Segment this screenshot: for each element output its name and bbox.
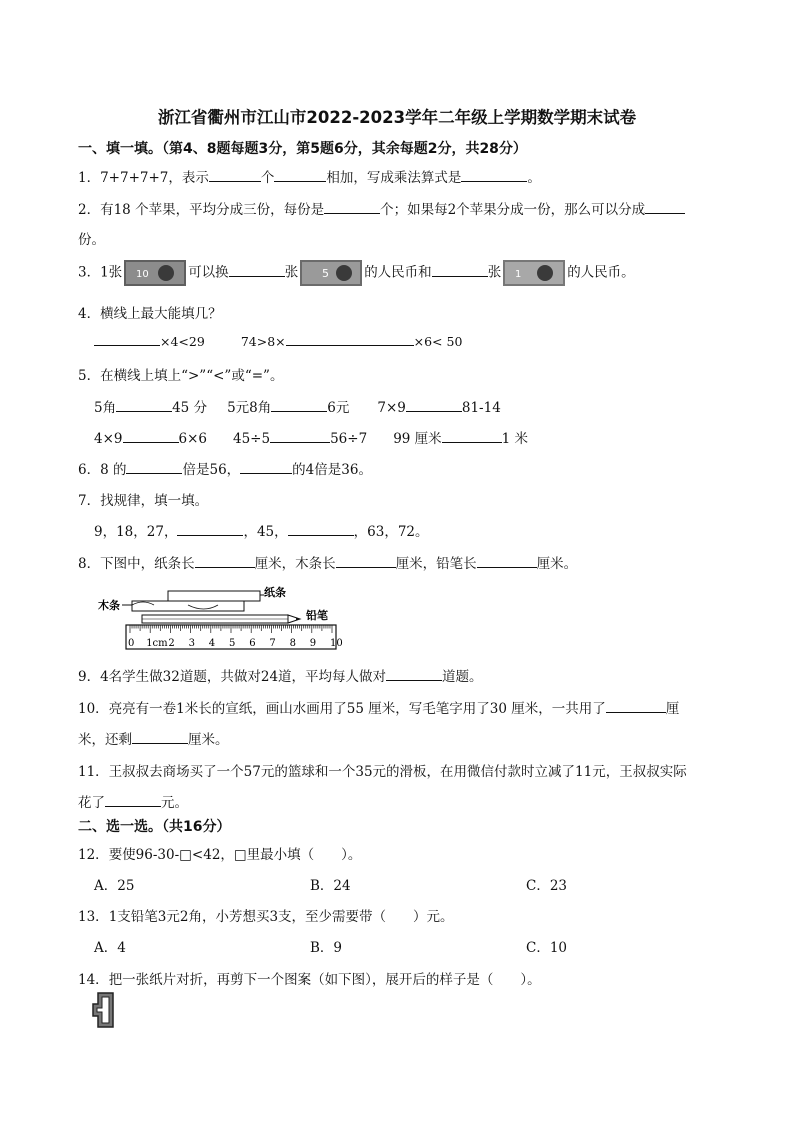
ruler-tick-label: 1cm bbox=[146, 638, 168, 649]
ruler-figure bbox=[98, 583, 343, 651]
q11-number: 11． bbox=[78, 764, 109, 780]
q10-text-b: 厘 bbox=[665, 701, 680, 717]
exam-title: 浙江省衢州市江山市2022-2023学年二年级上学期数学期末试卷 bbox=[157, 108, 637, 127]
q14-number: 14． bbox=[78, 972, 109, 988]
q1-blank-3[interactable] bbox=[461, 169, 527, 182]
ruler-tick-label: 0 bbox=[128, 638, 135, 649]
q10-blank-2[interactable] bbox=[132, 731, 188, 744]
q5-r1-left-1: 5角 bbox=[94, 400, 117, 416]
q8-number: 8． bbox=[78, 556, 101, 572]
q5-r2-right-1: 6×6 bbox=[178, 431, 207, 447]
question-5 bbox=[78, 364, 283, 384]
question-9 bbox=[78, 665, 483, 685]
question-7 bbox=[78, 489, 208, 509]
q7-number: 7． bbox=[78, 493, 101, 509]
q10-text-d: 厘米。 bbox=[188, 732, 229, 748]
q5-r1-blank-2[interactable] bbox=[271, 399, 327, 412]
q5-r2-left-3: 99 厘米 bbox=[393, 431, 442, 447]
question-14 bbox=[78, 968, 541, 988]
q2-blank-1[interactable] bbox=[324, 201, 380, 214]
ruler-tick-label: 7 bbox=[269, 638, 276, 649]
ruler-tick-label: 5 bbox=[229, 638, 236, 649]
q8-text-d: 厘米。 bbox=[536, 556, 578, 572]
ruler-tick-label: 2 bbox=[168, 638, 175, 649]
section2-heading: 二、选一选。（共16分） bbox=[78, 819, 231, 835]
q5-r1-blank-1[interactable] bbox=[116, 399, 172, 412]
question-13 bbox=[78, 905, 454, 925]
question-10 bbox=[78, 697, 679, 717]
q11-text-a: 王叔叔去商场买了一个57元的篮球和一个35元的滑板，在用微信付款时立减了11元，王叔叔实际 bbox=[108, 764, 687, 780]
q2-text-a: 有18 个苹果，平均分成三份，每份是 bbox=[100, 202, 325, 218]
q10-blank-1[interactable] bbox=[606, 700, 666, 713]
q8-blank-2[interactable] bbox=[336, 555, 396, 568]
q1-text-c: 相加，写成乘法算式是 bbox=[326, 170, 462, 186]
q3-text-c: 张 bbox=[284, 264, 299, 281]
pencil-shape bbox=[142, 615, 300, 623]
q6-text-b: 倍是56， bbox=[182, 462, 241, 478]
q5-text: 在横线上填上“>”“<”或“=”。 bbox=[100, 368, 284, 384]
q8-text-b: 厘米，木条长 bbox=[254, 556, 336, 572]
q6-text-c: 的4倍是36。 bbox=[292, 462, 372, 478]
q4-expr-1: ×4<29 bbox=[160, 334, 205, 349]
q14-text: 把一张纸片对折，再剪下一个图案（如下图），展开后的样子是（ ）。 bbox=[108, 972, 541, 988]
q5-row-2 bbox=[94, 427, 528, 447]
q3-text-a: 1张 bbox=[100, 264, 123, 281]
q13-text: 1支铅笔3元2角，小芳想买3支，至少需要带（ ）元。 bbox=[108, 909, 454, 925]
q11-text-c: 元。 bbox=[161, 795, 188, 811]
q1-blank-1[interactable] bbox=[209, 169, 261, 182]
ruler-tick-label: 3 bbox=[188, 638, 195, 649]
q2-text-b: 个；如果每2个苹果分成一份，那么可以分成 bbox=[380, 202, 646, 218]
q5-number: 5． bbox=[78, 368, 101, 384]
q5-row-1 bbox=[94, 396, 501, 416]
q5-r2-right-2: 56÷7 bbox=[330, 431, 368, 447]
q7-text: 找规律，填一填。 bbox=[100, 493, 209, 509]
q3-blank-2[interactable] bbox=[432, 264, 488, 277]
q3-blank-1[interactable] bbox=[229, 264, 285, 277]
q3-text-d: 的人民币和 bbox=[364, 264, 432, 281]
q13-option-b[interactable]: B．9 bbox=[310, 940, 343, 956]
q9-text-a: 4名学生做32道题，共做对24道，平均每人做对 bbox=[100, 669, 387, 685]
q4-number: 4． bbox=[78, 306, 101, 322]
q10-text-c: 米，还剩 bbox=[78, 732, 132, 748]
section1-heading: 一、填一填。（第4、8题每题3分，第5题6分，其余每题2分，共28分） bbox=[78, 141, 527, 157]
question-11 bbox=[78, 760, 687, 780]
q6-number: 6． bbox=[78, 462, 101, 478]
q3-text-b: 可以换 bbox=[188, 264, 229, 281]
question-12 bbox=[78, 843, 361, 863]
q1-number: 1． bbox=[78, 170, 101, 186]
q7-seq-b: ，45， bbox=[243, 524, 288, 540]
question-8 bbox=[78, 552, 577, 572]
q5-r1-right-3: 81-14 bbox=[461, 400, 501, 416]
q11-blank-1[interactable] bbox=[105, 794, 161, 807]
q4-line bbox=[94, 333, 462, 349]
q5-r1-right-1: 45 分 bbox=[172, 400, 208, 416]
banknote-10-icon bbox=[124, 260, 186, 286]
banknote-10-value: 10 bbox=[136, 269, 149, 280]
q4-text: 横线上最大能填几？ bbox=[100, 306, 222, 322]
ruler-tick-label: 10 bbox=[330, 638, 343, 649]
banknote-1-icon bbox=[503, 260, 565, 286]
ruler-tick-label: 4 bbox=[208, 638, 216, 649]
cut-shape-figure bbox=[92, 992, 114, 1028]
q2-number: 2． bbox=[78, 202, 101, 218]
q12-option-c[interactable]: C．23 bbox=[526, 878, 568, 894]
q1-text-d: 。 bbox=[527, 170, 541, 186]
q4-expr-2: 74>8× bbox=[240, 334, 286, 349]
q4-expr-3: ×6< 50 bbox=[413, 334, 463, 349]
banknote-5-icon bbox=[300, 260, 362, 286]
q8-text-a: 下图中，纸条长 bbox=[100, 556, 195, 572]
q5-r2-right-3: 1 米 bbox=[501, 431, 529, 447]
q5-r1-left-3: 7×9 bbox=[377, 400, 406, 416]
q8-blank-3[interactable] bbox=[477, 555, 537, 568]
q13-option-a[interactable]: A．4 bbox=[94, 940, 126, 956]
q2-blank-2[interactable] bbox=[645, 201, 685, 214]
question-4 bbox=[78, 302, 222, 322]
q4-blank-1[interactable] bbox=[94, 333, 160, 346]
q1-text-a: 7+7+7+7，表示 bbox=[100, 170, 209, 186]
q5-r2-left-1: 4×9 bbox=[94, 431, 123, 447]
q5-r1-left-2: 5元8角 bbox=[227, 400, 272, 416]
ruler-tick-label: 8 bbox=[289, 638, 296, 649]
q6-blank-1[interactable] bbox=[126, 461, 182, 474]
q2-text-c: 份。 bbox=[78, 232, 105, 248]
paper-label: 纸条 bbox=[264, 586, 286, 599]
q5-r2-blank-2[interactable] bbox=[270, 430, 330, 443]
q9-number: 9． bbox=[78, 669, 101, 685]
q11-line-2 bbox=[78, 791, 188, 811]
q5-r2-blank-1[interactable] bbox=[123, 430, 179, 443]
paper-strip bbox=[168, 591, 260, 601]
q10-line-2 bbox=[78, 728, 229, 748]
q3-number: 3． bbox=[78, 264, 101, 281]
pencil-label: 铅笔 bbox=[306, 609, 328, 622]
q9-blank-1[interactable] bbox=[386, 668, 442, 681]
ruler-tick-label: 9 bbox=[309, 638, 317, 649]
q6-blank-2[interactable] bbox=[240, 461, 292, 474]
question-1 bbox=[78, 166, 541, 186]
q13-option-c[interactable]: C．10 bbox=[526, 940, 568, 956]
q7-seq-a: 9，18，27， bbox=[94, 524, 178, 540]
q8-text-c: 厘米，铅笔长 bbox=[395, 556, 477, 572]
q10-text-a: 亮亮有一卷1米长的宣纸，画山水画用了55 厘米，写毛笔字用了30 厘米，一共用了 bbox=[108, 701, 606, 717]
q1-blank-2[interactable] bbox=[274, 169, 326, 182]
q12-option-a[interactable]: A．25 bbox=[94, 878, 135, 894]
ruler-ticks bbox=[128, 625, 343, 649]
q13-number: 13． bbox=[78, 909, 109, 925]
banknote-1-value: 1 bbox=[515, 269, 522, 280]
q6-text-a: 8 的 bbox=[100, 462, 127, 478]
q8-blank-1[interactable] bbox=[195, 555, 255, 568]
question-3 bbox=[78, 260, 635, 286]
q1-text-b: 个 bbox=[260, 170, 275, 186]
q5-r1-blank-3[interactable] bbox=[406, 399, 462, 412]
q11-text-b: 花了 bbox=[78, 795, 105, 811]
q12-option-b[interactable]: B．24 bbox=[310, 878, 351, 894]
ruler-tick-label: 6 bbox=[249, 638, 256, 649]
question-2 bbox=[78, 198, 685, 218]
q7-seq-c: ，63，72。 bbox=[353, 524, 429, 540]
q5-r2-blank-3[interactable] bbox=[442, 430, 502, 443]
q9-text-b: 道题。 bbox=[442, 669, 483, 685]
q5-r2-left-2: 45÷5 bbox=[233, 431, 271, 447]
q7-blank-1[interactable] bbox=[177, 523, 243, 536]
q12-number: 12． bbox=[78, 847, 109, 863]
banknote-5-value: 5 bbox=[322, 267, 330, 280]
q7-blank-2[interactable] bbox=[288, 523, 354, 536]
q3-text-e: 张 bbox=[487, 264, 502, 281]
question-6 bbox=[78, 458, 372, 478]
q5-r1-right-2: 6元 bbox=[327, 400, 350, 416]
q3-text-f: 的人民币。 bbox=[567, 264, 635, 281]
q12-text: 要使96-30-□<42，□里最小填（ ）。 bbox=[108, 847, 362, 863]
q7-sequence bbox=[94, 520, 429, 540]
wood-label: 木条 bbox=[98, 599, 120, 612]
q10-number: 10． bbox=[78, 701, 109, 717]
q4-blank-2[interactable] bbox=[286, 333, 414, 346]
